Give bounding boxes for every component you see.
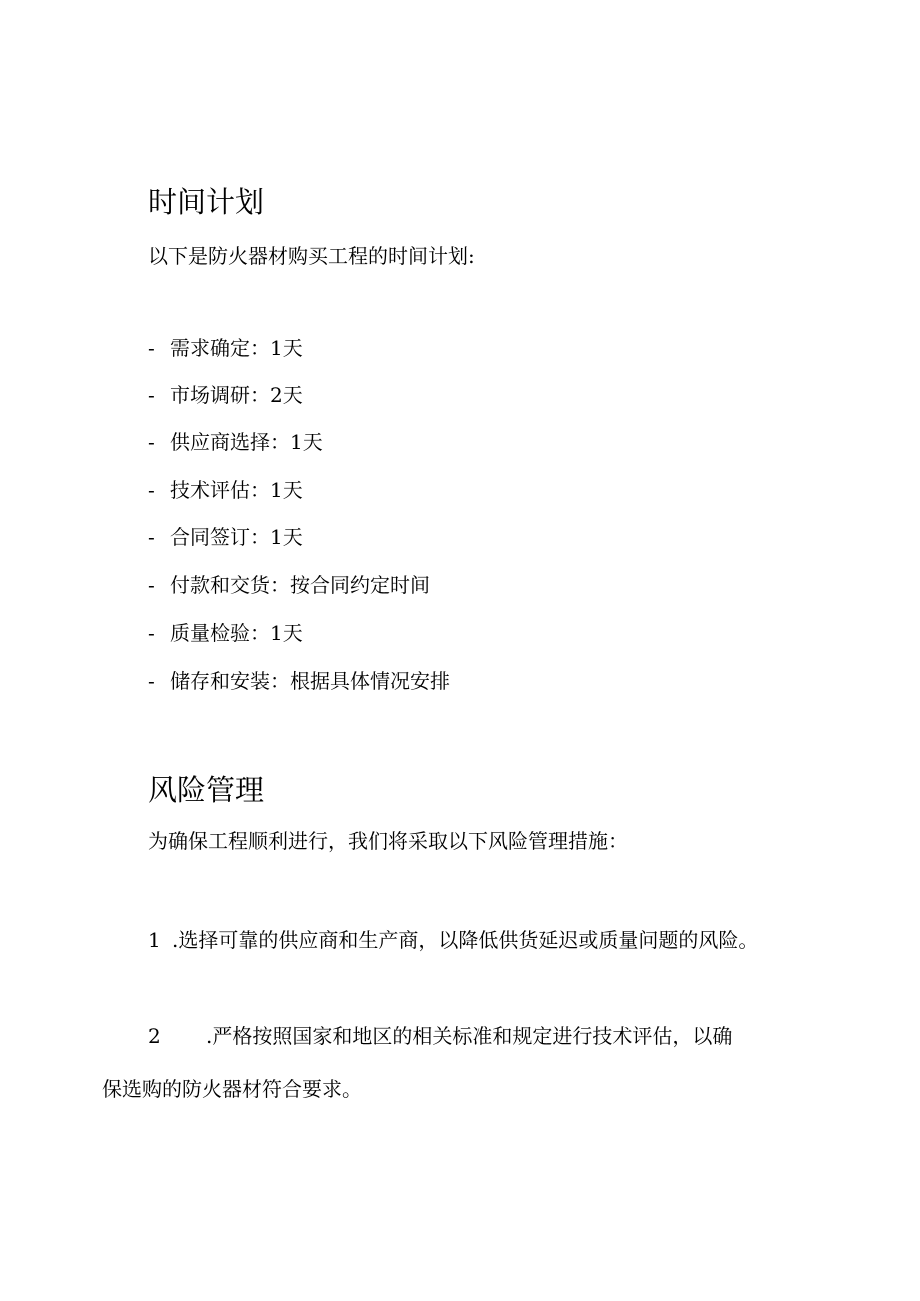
list-item-text: 市场调研：2天 <box>170 383 303 407</box>
list-item-text: 储存和安装：根据具体情况安排 <box>170 669 450 693</box>
list-item <box>148 619 303 647</box>
list-item <box>148 926 758 954</box>
risk-intro: 为确保工程顺利进行，我们将采取以下风险管理措施： <box>148 829 628 853</box>
list-item <box>148 571 430 599</box>
bullet-dash: - <box>148 525 155 549</box>
bullet-dash: - <box>148 430 155 454</box>
list-item-text: 需求确定：1天 <box>170 336 303 360</box>
list-item <box>148 476 303 504</box>
list-item <box>148 1022 732 1050</box>
section-title-risk: 风险管理 <box>148 773 265 807</box>
list-item <box>148 667 450 695</box>
list-item <box>148 523 303 551</box>
item-number: 1 <box>148 928 161 952</box>
list-item-text: 供应商选择：1天 <box>170 430 323 454</box>
bullet-dash: - <box>148 383 155 407</box>
item-number: 2 <box>148 1024 161 1048</box>
list-item-text: 合同签订：1天 <box>170 525 303 549</box>
list-item <box>148 428 323 456</box>
list-item-text: 技术评估：1天 <box>170 478 303 502</box>
list-item <box>148 381 303 409</box>
bullet-dash: - <box>148 621 155 645</box>
section-title-schedule: 时间计划 <box>148 185 265 219</box>
bullet-dash: - <box>148 478 155 502</box>
list-item-text: 质量检验：1天 <box>170 621 303 645</box>
list-item-continuation: 保选购的防火器材符合要求。 <box>102 1077 362 1101</box>
schedule-intro: 以下是防火器材购买工程的时间计划: <box>148 244 475 268</box>
list-item-text: .严格按照国家和地区的相关标准和规定进行技术评估，以确 <box>206 1024 733 1048</box>
bullet-dash: - <box>148 573 155 597</box>
list-item-text: 付款和交货：按合同约定时间 <box>170 573 430 597</box>
list-item-text: .选择可靠的供应商和生产商，以降低供货延迟或质量问题的风险。 <box>172 928 759 952</box>
bullet-dash: - <box>148 336 155 360</box>
bullet-dash: - <box>148 669 155 693</box>
list-item <box>148 334 303 362</box>
